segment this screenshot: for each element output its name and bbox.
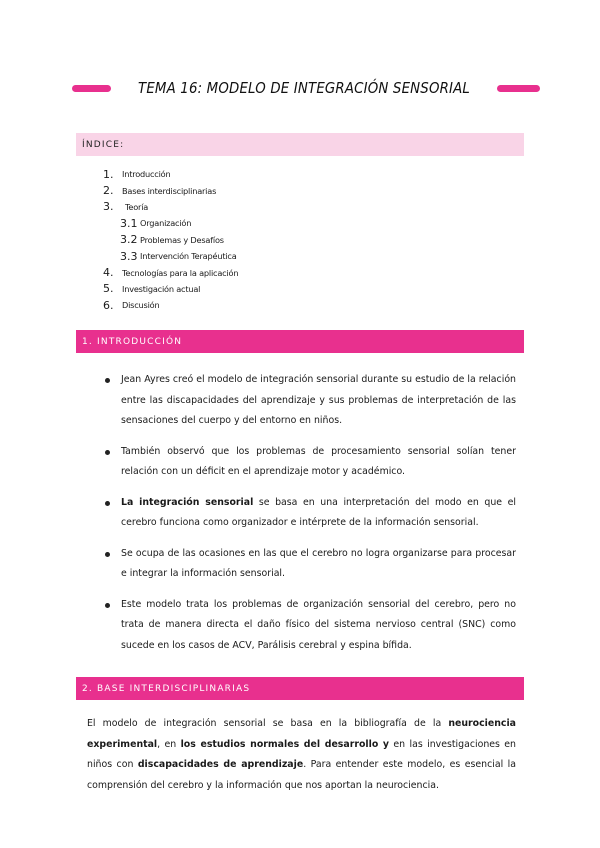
- introduccion-header: 1. INTRODUCCIÓN: [76, 330, 524, 353]
- index-subitem: [103, 215, 403, 231]
- title-row: [72, 76, 540, 100]
- bold-term: neurociencia experimental: [87, 718, 516, 750]
- index-label: Intervención Terapéutica: [140, 251, 237, 262]
- index-number: 6.: [103, 298, 114, 312]
- text-run: . Para entender este modelo, es esencial la comprensión del cerebro y la información que nos aportan la neurociencia.: [87, 759, 516, 791]
- index-number: 3.1: [120, 216, 138, 230]
- index-subitem: [103, 232, 403, 248]
- bullet-item: Este modelo trata los problemas de organización sensorial del cerebro, pero no trata de manera directa el daño físico del sistema nervioso central (SNC) como sucede en los casos de ACV, Parálisis cerebral y espina bífida.: [104, 595, 516, 657]
- title-accent-left: [72, 85, 111, 92]
- index-number: 3.: [103, 200, 114, 214]
- bold-term: La integración sensorial: [121, 496, 254, 508]
- index-number: 2.: [103, 184, 114, 198]
- bullet-item: [104, 493, 516, 534]
- index-item: [103, 264, 403, 280]
- bases-paragraph: [87, 714, 516, 796]
- text-run: , en: [157, 738, 181, 750]
- index-item: [103, 166, 403, 182]
- text-run: en las investigaciones en niños con: [87, 738, 516, 770]
- title-accent-right: [497, 85, 540, 92]
- bullet-text: se basa en una interpretación del modo en que el cerebro funciona como organizador e intérprete de la información sensorial.: [121, 496, 516, 528]
- index-subitem: [103, 248, 403, 264]
- index-list: [103, 166, 403, 314]
- index-label: Investigación actual: [122, 283, 201, 294]
- bullet-item: Jean Ayres creó el modelo de integración sensorial durante su estudio de la relación entre las discapacidades del aprendizaje y sus problemas de interpretación de las sensaciones del cuerpo y del entorno en niños.: [104, 370, 516, 432]
- index-label: Teoría: [125, 201, 149, 212]
- bullet-item: También observó que los problemas de procesamiento sensorial solían tener relación con un déficit en el aprendizaje motor y académico.: [104, 442, 516, 483]
- index-item: [103, 297, 403, 313]
- page-title: TEMA 16: MODELO DE INTEGRACIÓN SENSORIAL: [137, 79, 470, 97]
- index-item: [103, 199, 403, 215]
- bullet-item: Se ocupa de las ocasiones en las que el cerebro no logra organizarse para procesar e integrar la información sensorial.: [104, 544, 516, 585]
- index-item: [103, 281, 403, 297]
- text-run: El modelo de integración sensorial se basa en la bibliografía de la: [87, 718, 449, 729]
- index-label: Introducción: [122, 169, 171, 180]
- index-number: 3.2: [120, 233, 138, 247]
- index-label: Problemas y Desafíos: [140, 234, 224, 245]
- index-label: Discusión: [122, 300, 160, 311]
- index-number: 1.: [103, 167, 114, 181]
- index-number: 3.3: [120, 249, 138, 263]
- introduccion-bullets: [104, 370, 516, 656]
- index-label: Bases interdisciplinarias: [122, 185, 217, 196]
- index-header: ÍNDICE:: [76, 133, 524, 156]
- index-label: Tecnologías para la aplicación: [122, 267, 239, 278]
- bold-term: discapacidades de aprendizaje: [137, 759, 304, 770]
- index-number: 5.: [103, 282, 114, 296]
- bases-header: 2. BASE INTERDISCIPLINARIAS: [76, 677, 524, 700]
- index-item: [103, 182, 403, 198]
- bold-term: los estudios normales del desarrollo y: [180, 738, 390, 750]
- index-label: Organización: [140, 218, 192, 229]
- index-number: 4.: [103, 266, 114, 280]
